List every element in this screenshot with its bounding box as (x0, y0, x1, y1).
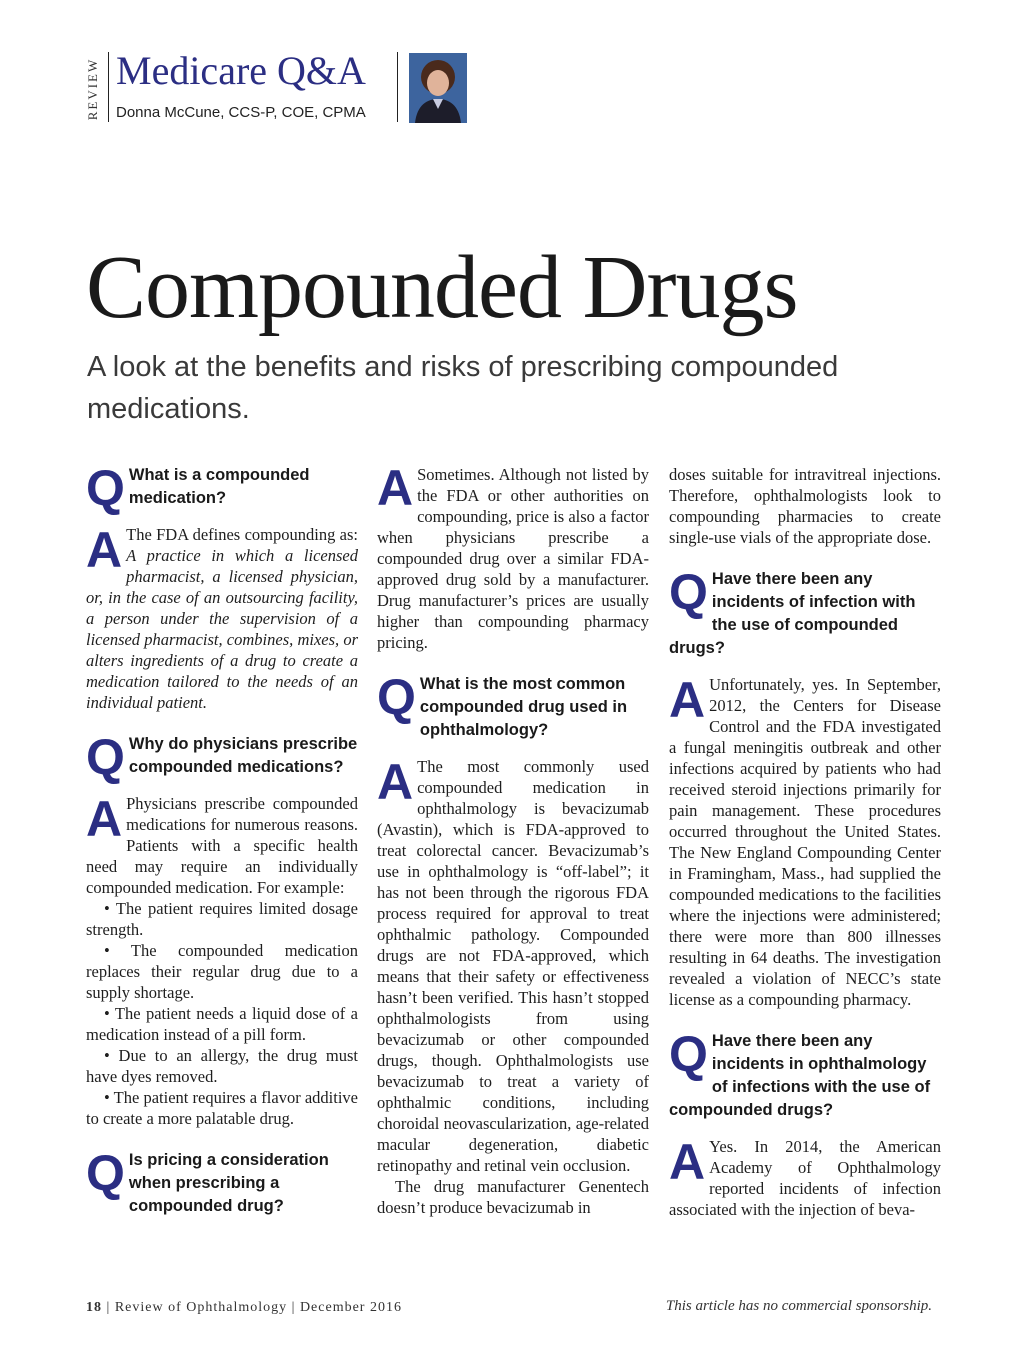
a-dropcap: A (669, 1134, 706, 1190)
a-dropcap: A (86, 791, 123, 847)
section-tag (70, 50, 116, 128)
answer-3 (377, 460, 649, 653)
answer-lead: The FDA defines compounding as: (126, 525, 358, 544)
footer-separator: | (106, 1300, 115, 1315)
question-text: Why do physicians prescribe compounded medications? (128, 735, 358, 776)
answer-4-continued (669, 464, 941, 548)
bullet-item: • The compounded medication replaces their regular drug due to a supply shortage. (86, 941, 358, 1002)
bullet-item: • The patient requires a flavor additive to create a more palatable drug. (86, 1088, 358, 1128)
footer-separator: | (291, 1300, 300, 1315)
issue-date: December 2016 (299, 1300, 402, 1315)
answer-text: Sometimes. Although not listed by the FDA or other authorities on compounding, price is also a factor when physicians prescribe a compounded drug over a similar FDA-approved drug sold by a manufacturer. Drug manufacturer’s prices are usually higher than compounding pharmacy pricing. (377, 465, 649, 652)
answer-text: Yes. In 2014, the American Academy of Ophthalmology reported incidents of infection associated with the injection of beva- (669, 1137, 941, 1219)
answer-5 (669, 674, 941, 1010)
q-dropcap: Q (86, 1145, 125, 1201)
bullet-item: • Due to an allergy, the drug must have dyes removed. (86, 1046, 358, 1086)
answer-text: The most commonly used compounded medication in ophthalmology is bevacizumab (Avastin), which is FDA-approved to treat colorectal cancer. Bevacizumab’s use in ophthalmology is “off-label”; it has not been through the rigorous FDA process required for approval to treat ophthalmic pathology. Compounded drugs are not FDA-approved, which means that their safety or effectiveness hasn’t been verified. This hasn’t stopped ophthalmologists from using bevacizumab or other compounded drugs, though. Ophthalmologists use bevacizumab to treat a variety of ophthalmic conditions, including choroidal neovascularization, age-related macular degeneration, diabetic retinopathy and retinal vein occlusion. (377, 757, 649, 1175)
bullet-item: • The patient needs a liquid dose of a medication instead of a pill form. (86, 1004, 358, 1044)
column-title: Medicare Q&A (116, 48, 366, 93)
answer-continuation: The drug manufacturer Genentech doesn’t produce bevacizumab in (377, 1177, 649, 1217)
answer-quote: A practice in which a licensed pharmacist, a licensed physician, or, in the case of an outsourcing facility, a person under the supervision of a licensed pharmacist, combines, mixes, or alters ingredients of a drug to create a medication tailored to the needs of an individual patient. (86, 546, 358, 712)
answer-4 (377, 756, 649, 1218)
column-3 (669, 464, 941, 1234)
column-2 (377, 460, 649, 1232)
q-dropcap: Q (669, 1026, 708, 1082)
question-text: What is the most common compounded drug used in ophthalmology? (419, 675, 628, 739)
sponsorship-note: This article has no commercial sponsorship. (665, 1298, 932, 1314)
author-byline: Donna McCune, CCS-P, COE, CPMA (116, 104, 366, 121)
q-dropcap: Q (86, 729, 125, 785)
header-divider-left (108, 52, 109, 122)
answer-text (86, 524, 358, 713)
a-dropcap: A (377, 460, 414, 516)
question-text: Is pricing a consideration when prescribing a compounded drug? (128, 1151, 329, 1215)
question-text: What is a compounded medication? (128, 466, 310, 507)
answer-text: Physicians prescribe compounded medications for numerous reasons. Patients with a specific health need may require an individually compounded medication. For example: (86, 794, 358, 897)
a-dropcap: A (377, 754, 414, 810)
article-title: Compounded Drugs (86, 238, 798, 337)
answer-1 (86, 524, 358, 713)
answer-text: Unfortunately, yes. In September, 2012, the Centers for Disease Control and the FDA investigated a fungal meningitis outbreak and other infections acquired by patients who had received steroid injections primarily for pain management. These procedures occurred throughout the United States. The New England Compounding Center in Framingham, Mass., had supplied the compounded medications to the facilities where the injections were administered; there were more than 800 illnesses resulting in 64 deaths. The investigation revealed a violation of NECC’s state license as a compounding pharmacy. (669, 675, 941, 1009)
bullet-item: • The patient requires limited dosage strength. (86, 899, 358, 939)
question-3 (86, 1145, 358, 1218)
a-dropcap: A (669, 672, 706, 728)
page-number: 18 (86, 1300, 102, 1315)
question-text: Have there been any incidents of infection with the use of compounded drugs? (669, 570, 916, 657)
a-dropcap: A (86, 522, 123, 578)
answer-2 (86, 793, 358, 1129)
section-tag-label: REVIEW (85, 57, 100, 121)
header-divider-right (397, 52, 398, 122)
q-dropcap: Q (669, 564, 708, 620)
q-dropcap: Q (86, 460, 125, 516)
author-photo (409, 53, 467, 123)
answer-text: doses suitable for intravitreal injections. Therefore, ophthalmologists look to compounding pharmacies to create single-use vials of the appropriate dose. (669, 465, 941, 547)
q-dropcap: Q (377, 669, 416, 725)
question-2 (86, 729, 358, 785)
publication-name: Review of Ophthalmology (114, 1300, 288, 1315)
answer-6 (669, 1136, 941, 1220)
column-1 (86, 460, 358, 1232)
question-4 (377, 669, 649, 742)
page-footer (86, 1300, 402, 1316)
question-1 (86, 460, 358, 516)
question-text: Have there been any incidents in ophthalmology of infections with the use of compounded drugs? (669, 1032, 931, 1119)
question-6 (669, 1026, 941, 1122)
article-deck: A look at the benefits and risks of prescribing compounded medications. (87, 351, 839, 425)
question-5 (669, 564, 941, 660)
